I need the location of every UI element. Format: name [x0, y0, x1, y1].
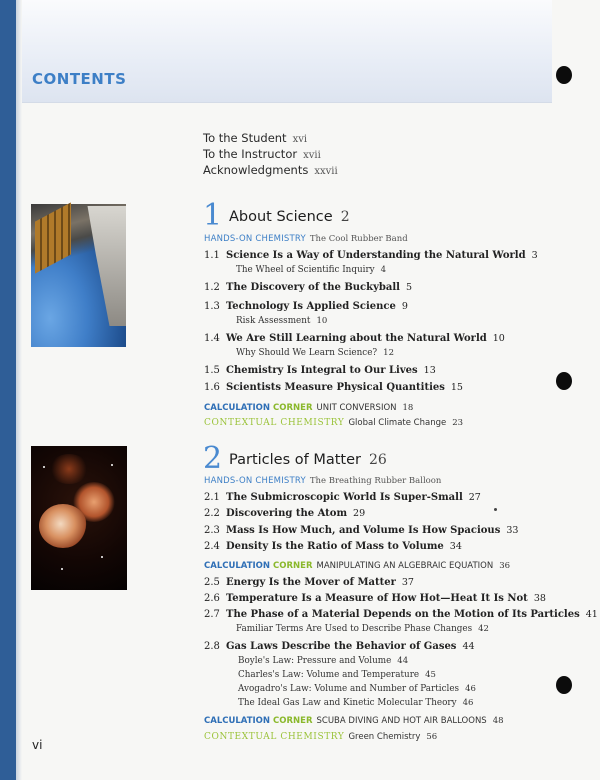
station-truss — [71, 206, 126, 326]
front-matter-label: To the Student — [203, 131, 287, 145]
subsection-page: 4 — [380, 265, 387, 275]
section-number: 2.2 — [204, 508, 220, 519]
hands-on-label: HANDS-ON CHEMISTRY — [204, 476, 306, 486]
subsection-title: Familiar Terms Are Used to Describe Phase Changes — [236, 624, 473, 634]
hands-on-label: HANDS-ON CHEMISTRY — [204, 234, 306, 244]
contextual-chemistry[interactable] — [204, 418, 463, 428]
hands-on-chemistry — [204, 234, 408, 244]
toc-subsection[interactable] — [236, 624, 489, 634]
toc-section[interactable] — [204, 609, 598, 620]
calc-label: CALCULATION — [204, 716, 271, 726]
toc-subsection[interactable] — [236, 316, 327, 326]
nebula-cloud — [39, 504, 87, 548]
side-bar-edge — [16, 0, 22, 780]
chapter2-nebula-photo — [31, 446, 127, 590]
toc-section[interactable] — [204, 641, 475, 652]
paper-speck — [494, 508, 497, 511]
section-page: 5 — [405, 282, 413, 293]
toc-section[interactable] — [204, 250, 538, 261]
toc-section[interactable] — [204, 301, 408, 312]
star — [111, 464, 113, 466]
front-matter-label: Acknowledgments — [203, 163, 309, 177]
toc-front-matter-instructor[interactable] — [203, 147, 321, 161]
calc-label: CALCULATION — [204, 561, 271, 571]
star — [61, 568, 63, 570]
section-title: Temperature Is a Measure of How Hot—Heat It Is Not — [226, 593, 528, 604]
page-title: CONTENTS — [32, 70, 127, 88]
chapter-page: 2 — [340, 209, 350, 225]
toc-section[interactable] — [204, 492, 481, 503]
contextual-label: CONTEXTUAL CHEMISTRY — [204, 418, 345, 428]
toc-front-matter-student[interactable] — [203, 131, 307, 145]
contextual-page: 23 — [452, 418, 464, 428]
chapter-number: 1 — [203, 198, 223, 233]
section-page: 33 — [506, 525, 519, 536]
section-page: 41 — [585, 609, 598, 620]
calc-page: 48 — [492, 716, 504, 726]
toc-front-matter-acknowledgments[interactable] — [203, 163, 338, 177]
section-title: We Are Still Learning about the Natural World — [226, 333, 487, 344]
section-title: Science Is a Way of Understanding the Natural World — [226, 250, 526, 261]
toc-section[interactable] — [204, 508, 365, 519]
hands-on-chemistry — [204, 476, 441, 486]
calc-text: SCUBA DIVING AND HOT AIR BALLOONS — [316, 716, 487, 726]
section-page: 34 — [449, 541, 462, 552]
front-matter-page: xvi — [292, 134, 308, 145]
toc-subsection[interactable] — [238, 684, 476, 694]
section-title: Gas Laws Describe the Behavior of Gases — [226, 641, 457, 652]
chapter1-space-station-photo — [31, 204, 126, 347]
contextual-text: Green Chemistry — [348, 732, 421, 742]
calculation-corner[interactable] — [204, 716, 504, 726]
hands-on-text: The Breathing Rubber Balloon — [309, 476, 442, 486]
section-page: 15 — [450, 382, 463, 393]
front-matter-page: xvii — [303, 150, 321, 161]
toc-section[interactable] — [204, 282, 412, 293]
section-page: 3 — [531, 250, 538, 261]
binder-hole-icon — [556, 66, 572, 84]
subsection-title: The Ideal Gas Law and Kinetic Molecular Theory — [238, 698, 457, 708]
calc-page: 18 — [402, 403, 414, 413]
section-page: 37 — [401, 577, 414, 588]
section-title: The Phase of a Material Depends on the Motion of Its Particles — [226, 609, 580, 620]
toc-subsection[interactable] — [238, 656, 408, 666]
section-number: 2.1 — [204, 492, 220, 503]
section-number: 1.1 — [204, 250, 220, 261]
section-number: 2.7 — [204, 609, 220, 620]
subsection-title: Boyle's Law: Pressure and Volume — [238, 656, 392, 666]
subsection-page: 44 — [397, 656, 409, 666]
section-title: Technology Is Applied Science — [226, 301, 396, 312]
toc-section[interactable] — [204, 593, 546, 604]
contextual-page: 56 — [426, 732, 438, 742]
subsection-page: 42 — [478, 624, 489, 634]
subsection-title: Charles's Law: Volume and Temperature — [238, 670, 420, 680]
section-number: 1.3 — [204, 301, 220, 312]
section-title: Mass Is How Much, and Volume Is How Spacious — [226, 525, 501, 536]
contextual-label: CONTEXTUAL CHEMISTRY — [204, 732, 345, 742]
calc-page: 36 — [499, 561, 511, 571]
toc-section[interactable] — [204, 541, 462, 552]
calc-label: CALCULATION — [204, 403, 271, 413]
section-page: 27 — [468, 492, 481, 503]
subsection-page: 46 — [465, 684, 476, 694]
corner-label: CORNER — [273, 403, 313, 413]
toc-subsection[interactable] — [238, 698, 473, 708]
section-page: 10 — [492, 333, 505, 344]
star — [43, 466, 45, 468]
section-number: 2.6 — [204, 593, 220, 604]
page-number: vi — [32, 738, 43, 752]
toc-section[interactable] — [204, 365, 436, 376]
subsection-page: 45 — [425, 670, 436, 680]
solar-panel — [35, 202, 71, 273]
toc-subsection[interactable] — [238, 670, 436, 680]
front-matter-label: To the Instructor — [203, 147, 298, 161]
toc-subsection[interactable] — [236, 348, 394, 358]
contextual-text: Global Climate Change — [348, 418, 447, 428]
subsection-page: 10 — [316, 316, 328, 326]
calculation-corner[interactable] — [204, 561, 510, 571]
section-page: 44 — [462, 641, 475, 652]
section-title: The Discovery of the Buckyball — [226, 282, 400, 293]
side-color-bar — [0, 0, 16, 780]
binder-hole-icon — [556, 676, 572, 694]
section-page: 38 — [533, 593, 546, 604]
subsection-title: Risk Assessment — [236, 316, 311, 326]
toc-section[interactable] — [204, 577, 414, 588]
section-title: The Submicroscopic World Is Super-Small — [226, 492, 463, 503]
section-title: Density Is the Ratio of Mass to Volume — [226, 541, 444, 552]
contextual-chemistry[interactable] — [204, 732, 437, 742]
section-title: Energy Is the Mover of Matter — [226, 577, 396, 588]
chapter-number: 2 — [203, 441, 223, 476]
section-number: 2.4 — [204, 541, 220, 552]
corner-label: CORNER — [273, 716, 313, 726]
chapter-page: 26 — [368, 452, 387, 468]
section-title: Chemistry Is Integral to Our Lives — [226, 365, 418, 376]
section-page: 29 — [353, 508, 366, 519]
nebula-cloud — [49, 454, 89, 484]
section-number: 2.5 — [204, 577, 220, 588]
toc-section[interactable] — [204, 382, 463, 393]
chapter-title-text: About Science — [229, 209, 333, 225]
calculation-corner[interactable] — [204, 403, 413, 413]
corner-label: CORNER — [273, 561, 313, 571]
section-page: 13 — [423, 365, 436, 376]
subsection-page: 46 — [462, 698, 474, 708]
calc-text: MANIPULATING AN ALGEBRAIC EQUATION — [316, 561, 494, 571]
section-title: Discovering the Atom — [226, 508, 348, 519]
section-number: 1.4 — [204, 333, 220, 344]
section-number: 1.6 — [204, 382, 220, 393]
subsection-title: The Wheel of Scientific Inquiry — [236, 265, 375, 275]
subsection-page: 12 — [383, 348, 394, 358]
section-number: 2.8 — [204, 641, 220, 652]
section-number: 2.3 — [204, 525, 220, 536]
subsection-title: Avogadro's Law: Volume and Number of Particles — [238, 684, 460, 694]
subsection-title: Why Should We Learn Science? — [236, 348, 378, 358]
section-number: 1.2 — [204, 282, 220, 293]
chapter-title[interactable] — [229, 209, 350, 225]
front-matter-page: xxvii — [314, 166, 338, 177]
toc-section[interactable] — [204, 333, 505, 344]
section-page: 9 — [401, 301, 408, 312]
chapter-title[interactable] — [229, 452, 387, 468]
hands-on-text: The Cool Rubber Band — [309, 234, 408, 244]
star — [101, 556, 103, 558]
toc-section[interactable] — [204, 525, 518, 536]
chapter-title-text: Particles of Matter — [229, 452, 361, 468]
section-title: Scientists Measure Physical Quantities — [226, 382, 445, 393]
calc-text: UNIT CONVERSION — [316, 403, 397, 413]
toc-subsection[interactable] — [236, 265, 386, 275]
section-number: 1.5 — [204, 365, 220, 376]
binder-hole-icon — [556, 372, 572, 390]
